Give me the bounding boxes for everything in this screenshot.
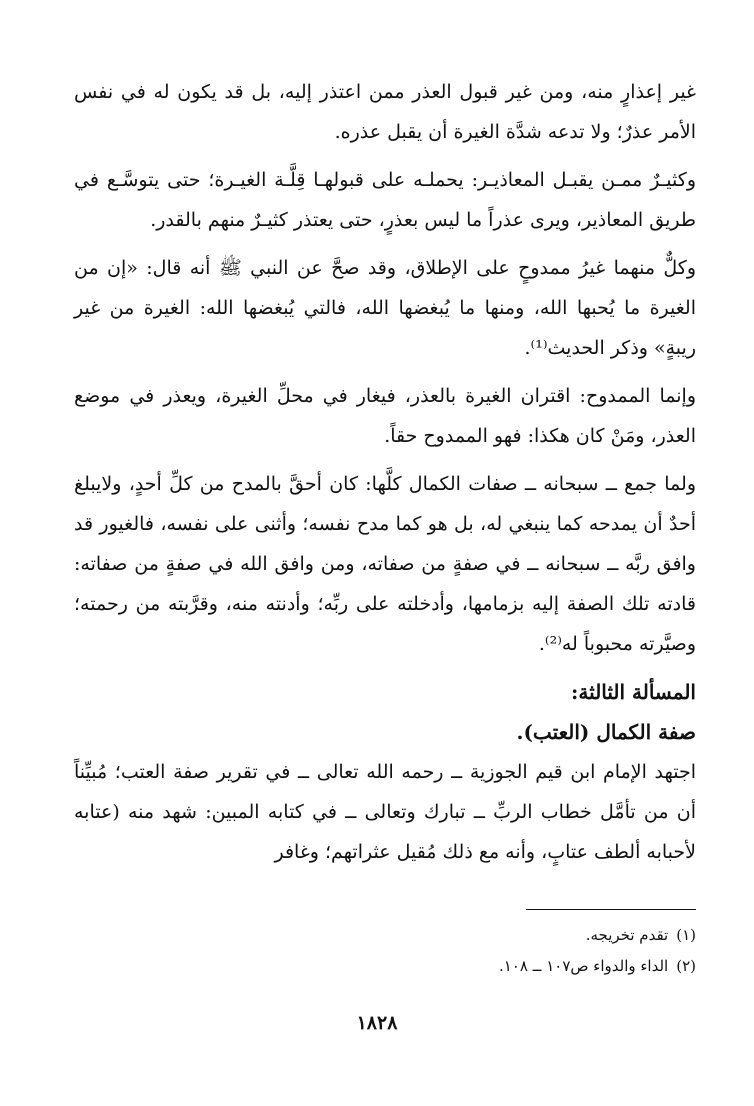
- footnote-text: تقدم تخريجه.: [585, 926, 669, 944]
- footnote-number: (١): [676, 926, 696, 944]
- footnote-divider: [526, 909, 696, 910]
- footnote-text: الداء والدواء ص١٠٧ ــ ١٠٨.: [498, 957, 669, 975]
- paragraph-4: وإنما الممدوح: اقتران الغيرة بالعذر، فيغار في محلِّ الغيرة، ويعذر في موضع العذر، ومَنْ كان هكذا: فهو الممدوح حقاً.: [74, 385, 696, 447]
- page-number: ١٨٢٨: [356, 1012, 398, 1034]
- paragraph-3: وكلٌّ منهما غيرُ ممدوحٍ على الإطلاق، وقد صحَّ عن النبي ﷺ أنه قال: «إن من الغيرة ما يُحبها الله، ومنها ما يُبغضها الله، فالتي يُبغضها الله: الغيرة من غير ريبةٍ» وذكر الحديث⁽¹⁾.: [74, 257, 696, 359]
- paragraph-1: غير إعذارٍ منه، ومن غير قبول العذر ممن اعتذر إليه، بل قد يكون له في نفس الأمر عذرٌ؛ ولا تدعه شدَّة الغيرة أن يقبل عذره.: [74, 81, 696, 143]
- paragraph-2: وكثيـرٌ ممـن يقبـل المعاذيـر: يحملـه على قبولهـا قِلَّـة الغيـرة؛ حتى يتوسَّـع في طريق المعاذير، ويرى عذراً ما ليس بعذرٍ، حتى يعتذر كثيـرٌ منهم بالقدر.: [74, 169, 696, 231]
- footnote-number: (٢): [676, 957, 696, 975]
- footnote-1: [74, 920, 696, 951]
- section-heading: المسألة الثالثة:: [571, 680, 696, 704]
- footnote-2: [74, 951, 696, 982]
- footnotes: [74, 920, 696, 982]
- section-subheading: صفة الكمال (العتب).: [516, 720, 696, 744]
- closing-paragraph: اجتهد الإمام ابن قيم الجوزية ــ رحمه الله تعالى ــ في تقرير صفة العتب؛ مُبيِّناً أن من تأمَّل خطاب الربِّ ــ تبارك وتعالى ــ في كتابه المبين: شهد منه (عتابه لأحبابه ألطف عتابٍ، وأنه مع ذلك مُقيل عثراتهم؛ وغافر: [74, 761, 696, 863]
- main-text: [74, 72, 696, 872]
- paragraph-5: ولما جمع ــ سبحانه ــ صفات الكمال كلَّها: كان أحقَّ بالمدح من كلِّ أحدٍ، ولايبلغ أحدٌ أن يمدحه كما ينبغي له، بل هو كما مدح نفسه؛ وأثنى على نفسه، فالغيور قد وافق ربَّه ــ سبحانه ــ في صفةٍ من صفاته، ومن وافق الله في صفةٍ من صفاته: قادته تلك الصفة إليه بزمامها، وأدخلته على ربِّه؛ وأدنته منه، وقرَّبته من رحمته؛ وصيَّرته محبوباً له⁽²⁾.: [74, 473, 696, 655]
